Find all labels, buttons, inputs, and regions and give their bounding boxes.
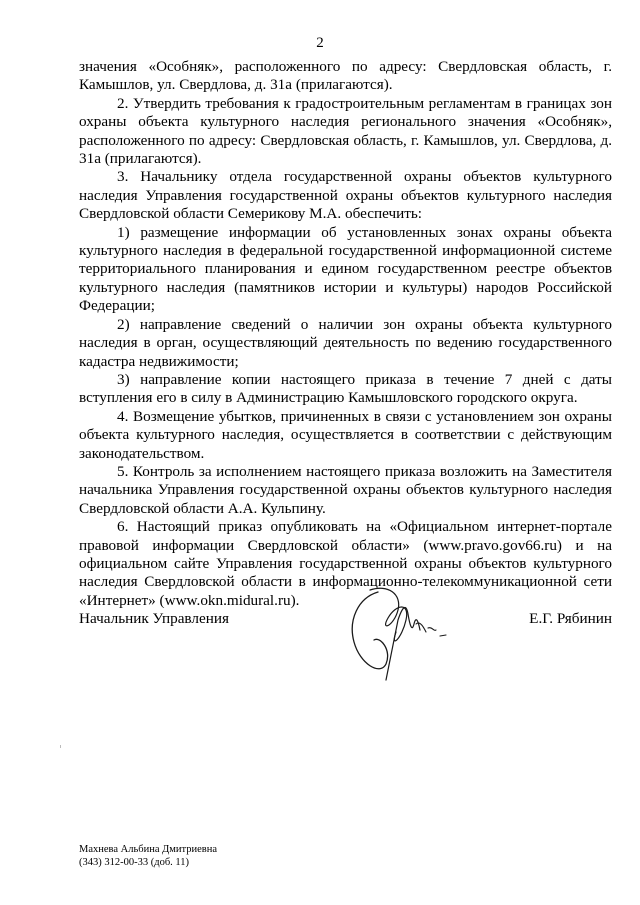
paragraph-item-2: 2. Утвердить требования к градостроительным регламентам в границах зон охраны объекта культурного наследия регионального значения «Особняк», расположенного по адресу: Свердловская область, г. Камышлов, ул. Свердлова, д. 31а (прилагаются).: [79, 94, 612, 168]
subitem-2: 2) направление сведений о наличии зон охраны объекта культурного наследия в орган, осуществляющий деятельность по ведению государственного кадастра недвижимости;: [79, 315, 612, 370]
paragraph-item-6: 6. Настоящий приказ опубликовать на «Официальном интернет-портале правовой информации Свердловской области» (www.pravo.gov66.ru) и на официальном сайте Управления государственной охраны объектов культурного наследия Свердловской области в информационно-телекоммуникационной сети «Интернет» (www.okn.midural.ru).: [79, 518, 612, 609]
paragraph-item-4: 4. Возмещение убытков, причиненных в связи с установлением зон охраны объекта культурного наследия, осуществляется в соответствии с действующим законодательством.: [79, 407, 612, 462]
executor-info: [79, 843, 217, 869]
paragraph-item-5: 5. Контроль за исполнением настоящего приказа возложить на Заместителя начальника Управления государственной охраны объектов культурного наследия Свердловской области А.А. Кульпину.: [79, 462, 612, 517]
paragraph-item-3: 3. Начальнику отдела государственной охраны объектов культурного наследия Управления государственной охраны объектов культурного наследия Свердловской области Семерикову М.А. обеспечить:: [79, 168, 612, 223]
subitem-3: 3) направление копии настоящего приказа в течение 7 дней с даты вступления его в силу в Администрацию Камышловского городского округа.: [79, 370, 612, 407]
signatory-name: Е.Г. Рябинин: [529, 610, 612, 627]
executor-phone: (343) 312-00-33 (доб. 11): [79, 857, 190, 868]
page-number: 2: [316, 35, 324, 51]
handwritten-signature: [340, 580, 460, 690]
signature-block: [79, 610, 612, 630]
paragraph-continuation: значения «Особняк», расположенного по адресу: Свердловская область, г. Камышлов, ул. Свердлова, д. 31а (прилагаются).: [79, 58, 612, 94]
document-body: [79, 58, 612, 610]
signatory-position: Начальник Управления: [79, 610, 229, 627]
executor-name: Махнева Альбина Дмитриевна: [79, 844, 218, 855]
subitem-1: 1) размещение информации об установленных зонах охраны объекта культурного наследия в федеральной государственной информационной системе территориального планирования и едином государственном реестре объектов культурного наследия (памятников истории и культуры) народов Российской Федерации;: [79, 223, 612, 315]
margin-mark: [60, 745, 61, 748]
